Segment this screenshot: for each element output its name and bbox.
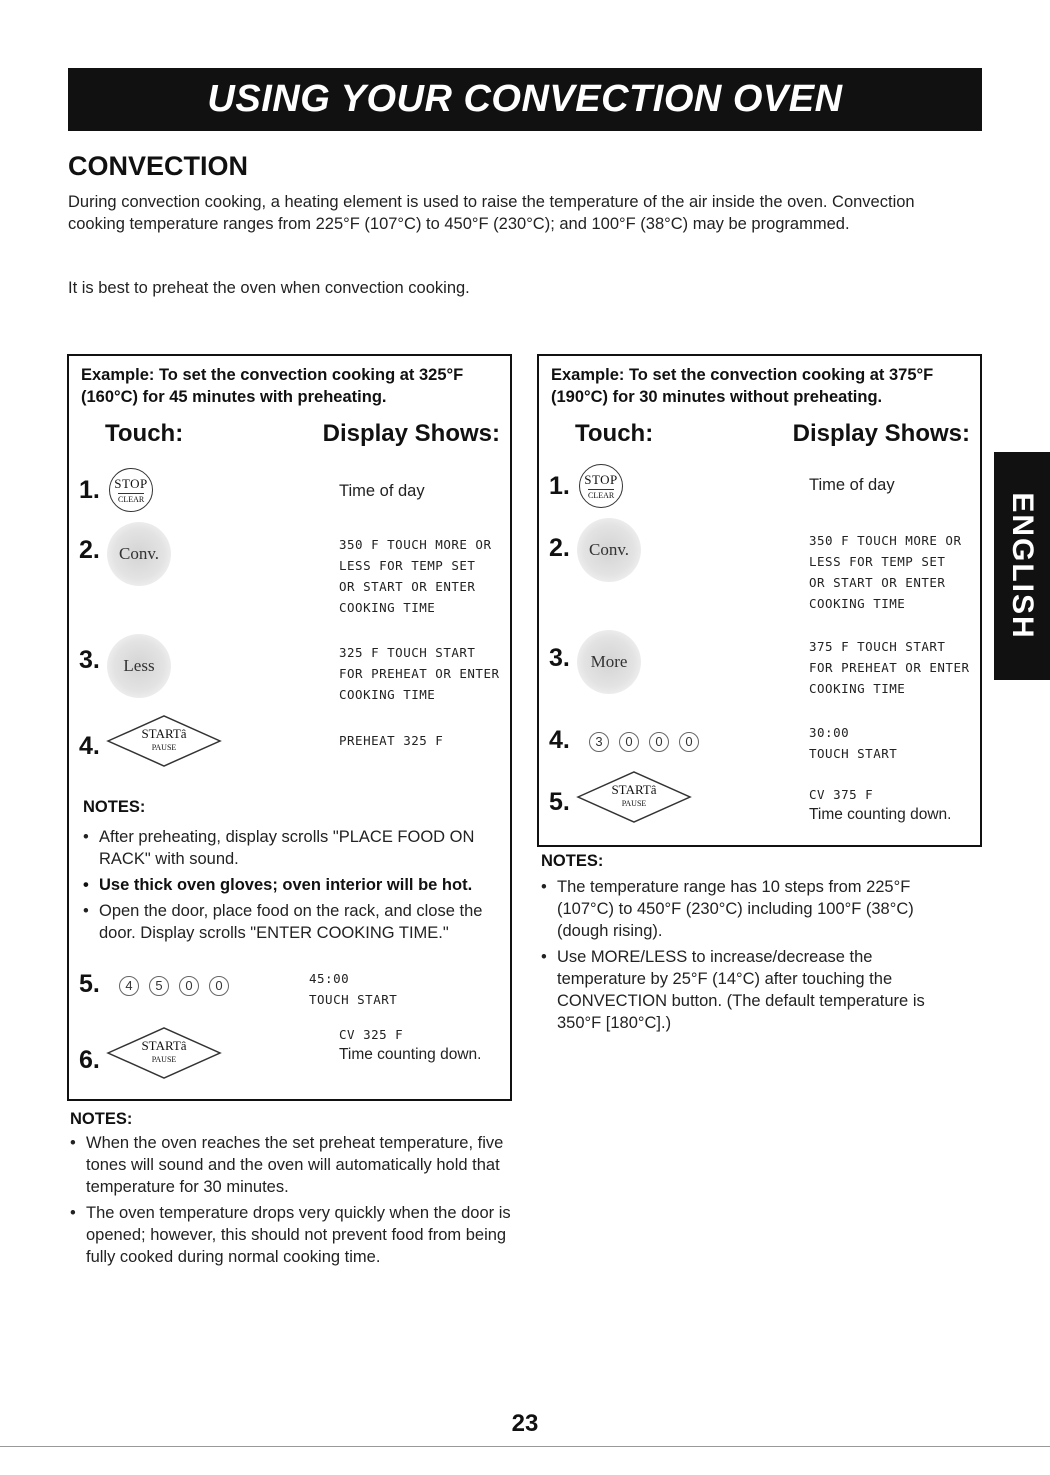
number-key[interactable]: 0: [209, 976, 229, 996]
display-status: Time counting down.: [339, 1046, 482, 1063]
more-button[interactable]: More: [577, 630, 641, 694]
note-item-warning: • Use thick oven gloves; oven interior will be hot.: [81, 874, 501, 896]
clear-label: CLEAR: [118, 495, 145, 504]
note-item: • Use MORE/LESS to increase/decrease the temperature by 25°F (14°C) after touching the CONVECTION button. (The default temperature is 350°F [180°C].): [539, 946, 959, 1034]
preheat-notes: [68, 1132, 513, 1272]
stop-clear-button[interactable]: [109, 468, 153, 512]
convection-button[interactable]: Conv.: [577, 518, 641, 582]
bottom-divider: [0, 1446, 1050, 1447]
example-1-box: [67, 354, 512, 1101]
number-key[interactable]: 0: [649, 732, 669, 752]
stop-label: STOP: [584, 472, 618, 487]
example-2-box: [537, 354, 982, 847]
example-1-notes: [81, 826, 501, 948]
step-number: 1.: [549, 472, 570, 500]
display-column-header: Display Shows:: [322, 420, 500, 447]
start-label: STARTâ: [141, 1038, 187, 1053]
note-item: • The temperature range has 10 steps from 225°F (107°C) to 450°F (230°C) including 100°F (38°C) (dough rising).: [539, 876, 959, 942]
start-pause-button[interactable]: [575, 770, 693, 824]
display-readout: 350 F TOUCH MORE OR LESS FOR TEMP SET OR START OR ENTER COOKING TIME: [809, 533, 962, 611]
display-readout: PREHEAT 325 F: [339, 733, 444, 748]
preheat-tip: It is best to preheat the oven when convection cooking.: [68, 279, 470, 297]
number-key[interactable]: 0: [179, 976, 199, 996]
display-readout: 45:00 TOUCH START: [309, 971, 398, 1007]
display-readout: CV 375 F: [809, 787, 874, 802]
display-time-of-day: Time of day: [809, 476, 895, 494]
stop-label: STOP: [114, 476, 148, 491]
display-time-of-day: Time of day: [339, 482, 425, 500]
section-title: CONVECTION: [68, 151, 249, 181]
step-number: 3.: [549, 644, 570, 672]
stop-clear-button[interactable]: [579, 464, 623, 508]
intro-paragraph: During convection cooking, a heating element is used to raise the temperature of the air inside the oven. Convection cooking temperature ranges from 225°F (107°C) to 450°F (230°C); and 100°F (38°C) may be programmed.: [68, 193, 915, 233]
language-label: ENGLISH: [1006, 492, 1039, 640]
step-number: 3.: [79, 646, 100, 674]
start-label: STARTâ: [611, 782, 657, 797]
pause-label: PAUSE: [621, 799, 647, 808]
display-readout: 325 F TOUCH START FOR PREHEAT OR ENTER COOKING TIME: [339, 645, 500, 702]
display-column-header: Display Shows:: [792, 420, 970, 447]
pause-label: PAUSE: [151, 743, 177, 752]
step-number: 2.: [549, 534, 570, 562]
notes-title: NOTES:: [83, 798, 146, 816]
clear-label: CLEAR: [588, 491, 615, 500]
display-readout: 30:00 TOUCH START: [809, 725, 898, 761]
display-readout: 375 F TOUCH START FOR PREHEAT OR ENTER COOKING TIME: [809, 639, 970, 696]
step-number: 5.: [79, 970, 100, 998]
note-item: • After preheating, display scrolls "PLACE FOOD ON RACK" with sound.: [81, 826, 501, 870]
page-number: 23: [511, 1410, 539, 1437]
note-item: • The oven temperature drops very quickly when the door is opened; however, this should not prevent food from being fully cooked during normal cooking time.: [68, 1202, 513, 1268]
number-key[interactable]: 4: [119, 976, 139, 996]
start-label: STARTâ: [141, 726, 187, 741]
convection-notes: [539, 876, 959, 1038]
display-status: Time counting down.: [809, 806, 952, 823]
start-pause-button[interactable]: [105, 714, 223, 768]
page-banner: USING YOUR CONVECTION OVEN: [68, 68, 982, 131]
example-2-title: Example: To set the convection cooking at 375°F (190°C) for 30 minutes without preheating.: [551, 366, 934, 406]
number-key[interactable]: 3: [589, 732, 609, 752]
less-button[interactable]: Less: [107, 634, 171, 698]
step-number: 2.: [79, 536, 100, 564]
start-pause-button[interactable]: [105, 1026, 223, 1080]
display-readout: CV 325 F: [339, 1027, 404, 1042]
touch-column-header: Touch:: [105, 420, 184, 447]
pause-label: PAUSE: [151, 1055, 177, 1064]
display-readout: 350 F TOUCH MORE OR LESS FOR TEMP SET OR START OR ENTER COOKING TIME: [339, 537, 492, 615]
step-number: 4.: [549, 726, 570, 754]
step-number: 5.: [549, 788, 570, 816]
number-key[interactable]: 0: [619, 732, 639, 752]
example-1-title: Example: To set the convection cooking at 325°F (160°C) for 45 minutes with preheating.: [81, 366, 464, 406]
convection-button[interactable]: Conv.: [107, 522, 171, 586]
notes-title: NOTES:: [541, 852, 604, 870]
step-number: 6.: [79, 1046, 100, 1074]
notes-title: NOTES:: [70, 1110, 133, 1128]
step-number: 4.: [79, 732, 100, 760]
step-number: 1.: [79, 476, 100, 504]
note-item: • Open the door, place food on the rack, and close the door. Display scrolls "ENTER COOKING TIME.": [81, 900, 501, 944]
language-tab: [994, 452, 1050, 680]
number-key[interactable]: 0: [679, 732, 699, 752]
note-item: • When the oven reaches the set preheat temperature, five tones will sound and the oven will automatically hold that temperature for 30 minutes.: [68, 1132, 513, 1198]
touch-column-header: Touch:: [575, 420, 654, 447]
number-key[interactable]: 5: [149, 976, 169, 996]
